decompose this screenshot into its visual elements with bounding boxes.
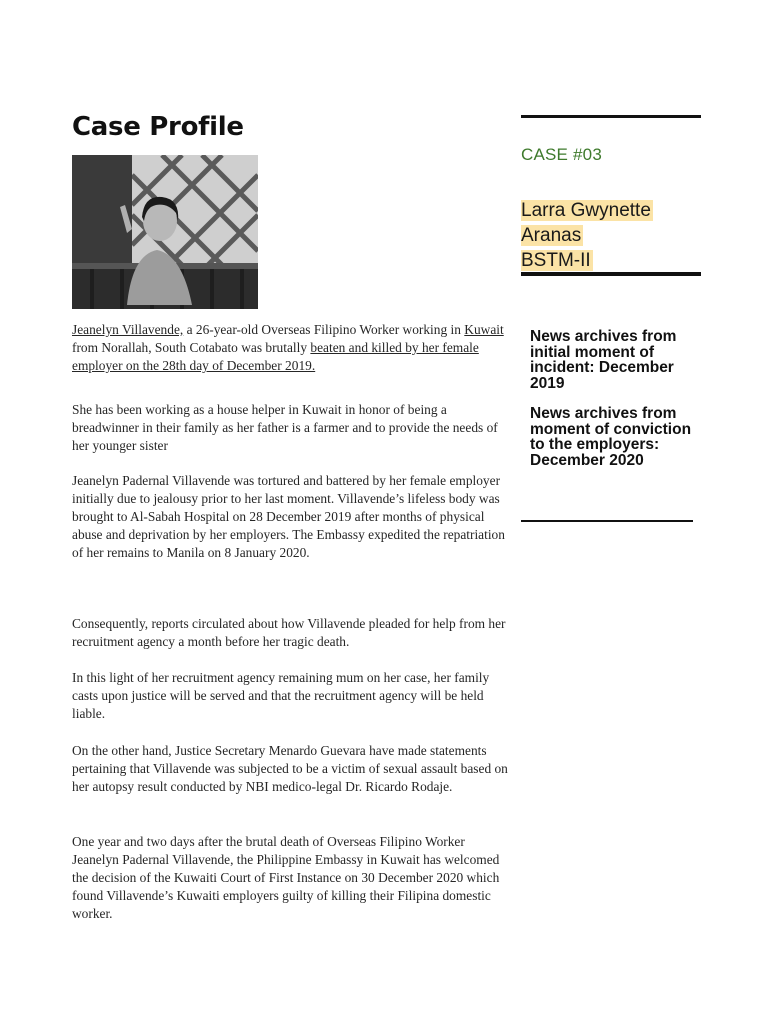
paragraph-verdict: One year and two days after the brutal death of Overseas Filipino Worker Jeanelyn Padernal Villavende, the Philippine Embassy in Kuwait has welcomed the decision of the Kuwaiti Court of First Instance on 30 December 2020 which found Villavende’s Kuwaiti employers guilty of killing their Filipina domestic worker. [72, 834, 500, 921]
incident-detail-link[interactable]: beaten and killed by her female employer on the 28th day of December 2019. [72, 340, 479, 373]
paragraph-plea: Consequently, reports circulated about how Villavende pleaded for help from her recruitment agency a month before her tragic death. [72, 616, 506, 649]
kuwait-link[interactable]: Kuwait [464, 322, 504, 337]
student-name-last: Aranas [521, 225, 582, 246]
paragraph-incident: Jeanelyn Padernal Villavende was tortured and battered by her female employer initially due to jealousy prior to her last moment. Villavende’s lifeless body was brought to Al-Sabah Hospital on 28 December 2019 after months of physical abuse and deprivation by her employers. The Embassy expedited the repatriation of her remains to Manila on 8 January 2020. [72, 473, 505, 560]
student-name-first: Larra Gwynette [521, 200, 651, 221]
archive-link-conviction[interactable]: News archives from moment of conviction to the employers: December 2020 [530, 405, 692, 469]
case-number: CASE #03 [521, 145, 602, 164]
archive-link-incident[interactable]: News archives from initial moment of incident: December 2019 [530, 328, 677, 392]
paragraph-background: She has been working as a house helper in Kuwait in honor of being a breadwinner in their family as her father is a farmer and to provide the needs of her younger sister [72, 402, 498, 453]
student-info [521, 198, 653, 273]
paragraph-family: In this light of her recruitment agency remaining mum on her case, her family casts upon justice will be served and that the recruitment agency will be held liable. [72, 670, 490, 721]
portrait-photo-icon [72, 155, 258, 309]
sidebar-top-divider [521, 115, 701, 118]
sidebar-bottom-divider [521, 520, 693, 522]
paragraph-intro: Jeanelyn Villavende, a 26-year-old Overseas Filipino Worker working in Kuwait from Norallah, South Cotabato was brutally beaten and killed by her female employer on the 28th day of December 2019. [72, 322, 504, 373]
paragraph-autopsy: On the other hand, Justice Secretary Menardo Guevara have made statements pertaining that Villavende was subjected to be a victim of sexual assault based on her autopsy result conducted by NBI medico-legal Dr. Ricardo Rodaje. [72, 743, 508, 794]
sidebar-divider [521, 272, 701, 276]
page-title: Case Profile [72, 112, 244, 142]
victim-name-link[interactable]: Jeanelyn Villavende, [72, 322, 184, 337]
student-program: BSTM-II [521, 250, 591, 271]
